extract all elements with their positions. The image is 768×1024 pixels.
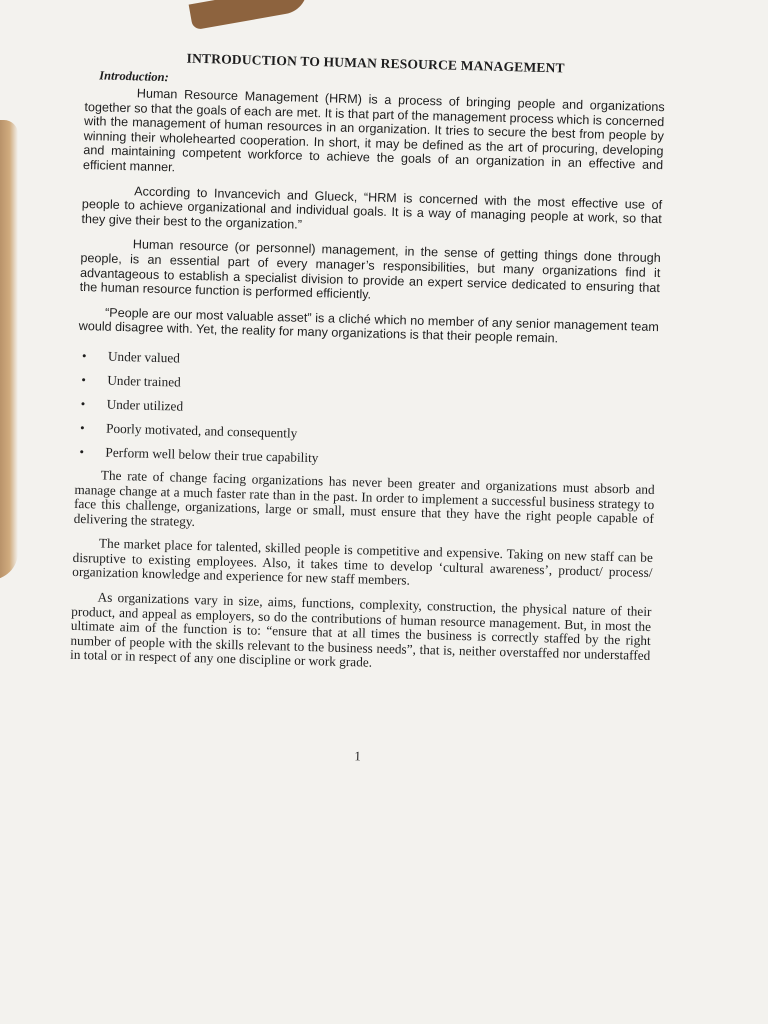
bullet-text: Poorly motivated, and consequently bbox=[105, 420, 298, 441]
paragraph-rate-of-change: The rate of change facing organizations has never been greater and organizations must absorb and manage change at a much faster rate than in the past. In order to implement a successful business strategy to face this challenge, organizations, large or small, must ensure that they have the right people capable of delivering the strategy. bbox=[73, 467, 655, 529]
bullet-dot-icon: • bbox=[79, 443, 85, 459]
bullet-dot-icon: • bbox=[81, 347, 87, 364]
scan-edge-shadow-left bbox=[0, 120, 18, 580]
page-number: 1 bbox=[354, 748, 362, 764]
section-subheading: Introduction: bbox=[99, 68, 169, 85]
bullet-text: Perform well below their true capability bbox=[105, 444, 319, 466]
scan-edge-shadow-top bbox=[189, 0, 312, 30]
paragraph-ultimate-aim: As organizations vary in size, aims, functions, complexity, construction, the physical nature of their product, and appeal as employers, so do the contributions of human resource management. But, in most the ultimate aim of the function is to: “ensure that at all times the business is correctly staffed by the right number of people with the skills relevant to the business needs”, that is, neither overstaffed nor understaffed in total or in respect of any one discipline or work grade. bbox=[69, 589, 652, 671]
paragraph-personnel-management: Human resource (or personnel) management, in the sense of getting things done through people, is an essential part of every manager’s responsibilities, but many organizations find it advantageous to establish a specialist division to provide an expert service dedicated to ensuring that the human resource function is performed efficiently. bbox=[79, 237, 661, 302]
paragraph-hrm-definition: Human Resource Management (HRM) is a process of bringing people and organizations together so that the goals of each are met. It is that part of the management process which is concerned with the management of human resources in an organization. It tries to secure the best from people by winning their wholehearted cooperation. In short, it may be defined as the art of procuring, developing and maintaining competent workforce to achieve the goals of an organization in an effective and efficient manner. bbox=[82, 86, 665, 175]
bullet-text: Under trained bbox=[107, 372, 181, 390]
bullet-text: Under valued bbox=[107, 348, 181, 366]
bullet-text: Under utilized bbox=[106, 396, 184, 414]
paragraph-invancevich-quote: According to Invancevich and Glueck, “HRM is concerned with the most effective use of people to achieve organizational and individual goals. It is a way of managing people at work, so that they give their best to the organization.” bbox=[81, 183, 663, 232]
bullet-dot-icon: • bbox=[79, 419, 85, 435]
bullet-list bbox=[75, 344, 658, 479]
bullet-dot-icon: • bbox=[80, 395, 86, 412]
document-page bbox=[67, 48, 665, 772]
paragraph-market-place: The market place for talented, skilled people is competitive and expensive. Taking on new staff can be disruptive to existing employees. Also, it takes time to develop ‘cultural awareness’, product/ process/ organization knowledge and experience for new staff members. bbox=[72, 535, 654, 589]
document-title: INTRODUCTION TO HUMAN RESOURCE MANAGEMENT bbox=[186, 50, 565, 76]
paragraph-valuable-asset: “People are our most valuable asset” is a cliché which no member of any senior management team would disagree with. Yet, the reality for many organizations is that their people remain. bbox=[78, 305, 660, 346]
bullet-dot-icon: • bbox=[81, 371, 87, 388]
